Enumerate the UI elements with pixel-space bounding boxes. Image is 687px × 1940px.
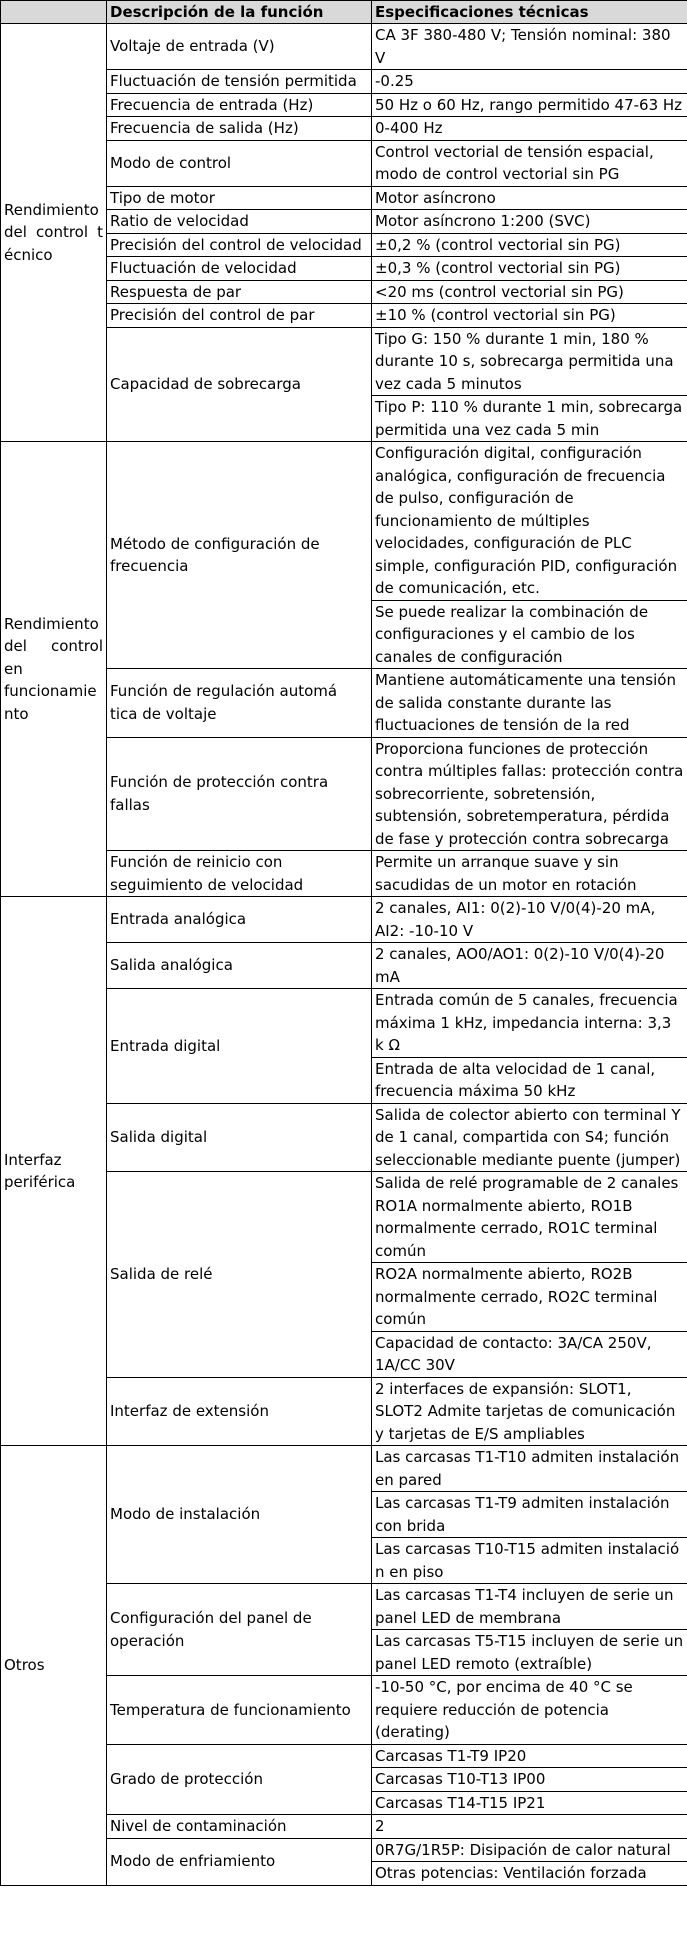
group-label: Rendimiento del control t écnico <box>1 24 107 442</box>
spec-value: Las carcasas T1-T9 admiten instalación con brida <box>372 1492 687 1538</box>
spec-value: Las carcasas T10-T15 admiten instalació n en piso <box>372 1538 687 1584</box>
spec-value: 0R7G/1R5P: Disipación de calor natural <box>372 1838 687 1862</box>
table-row <box>1 1446 687 1492</box>
spec-value: Salida de colector abierto con terminal Y de 1 canal, compartida con S4; función seleccionable mediante puente (jumper) <box>372 1103 687 1172</box>
function-name: Salida analógica <box>107 943 372 989</box>
table-row <box>1 442 687 601</box>
function-name: Salida de relé <box>107 1172 372 1378</box>
function-name: Grado de protección <box>107 1744 372 1815</box>
spec-value: 2 canales, AO0/AO1: 0(2)-10 V/0(4)-20 mA <box>372 943 687 989</box>
spec-value: Entrada común de 5 canales, frecuencia máxima 1 kHz, impedancia interna: 3,3 k Ω <box>372 989 687 1058</box>
group-label: Interfaz periférica <box>1 897 107 1446</box>
spec-value: 50 Hz o 60 Hz, rango permitido 47-63 Hz <box>372 93 687 117</box>
spec-value: ±0,2 % (control vectorial sin PG) <box>372 233 687 257</box>
spec-value: Carcasas T14-T15 IP21 <box>372 1791 687 1815</box>
function-name: Nivel de contaminación <box>107 1815 372 1839</box>
spec-value: Permite un arranque suave y sin sacudidas de un motor en rotación <box>372 851 687 897</box>
function-name: Entrada analógica <box>107 897 372 943</box>
spec-value: Configuración digital, configuración analógica, configuración de frecuencia de pulso, configuración de funcionamiento de múltiples velocidades, configuración de PLC simple, configuración PID, configuración de comunicación, etc. <box>372 442 687 601</box>
spec-value: Tipo G: 150 % durante 1 min, 180 % durante 10 s, sobrecarga permitida una vez cada 5 minutos <box>372 327 687 396</box>
spec-value: Capacidad de contacto: 3A/CA 250V, 1A/CC 30V <box>372 1331 687 1377</box>
function-name: Método de configuración de frecuencia <box>107 442 372 669</box>
spec-value: Se puede realizar la combinación de configuraciones y el cambio de los canales de configuración <box>372 600 687 669</box>
spec-value: Salida de relé programable de 2 canales RO1A normalmente abierto, RO1B normalmente cerrado, RO1C terminal común <box>372 1172 687 1263</box>
spec-value: Proporciona funciones de protección contra múltiples fallas: protección contra sobrecorriente, sobretensión, subtensión, sobretemperatura, pérdida de fase y protección contra sobrecarga <box>372 737 687 851</box>
group-label: Rendimiento del control en funcionamie nto <box>1 442 107 897</box>
spec-value: Carcasas T1-T9 IP20 <box>372 1744 687 1768</box>
group-label: Otros <box>1 1446 107 1886</box>
header-specs: Especificaciones técnicas <box>372 1 687 24</box>
spec-value: -10-50 °C, por encima de 40 °C se requiere reducción de potencia (derating) <box>372 1676 687 1745</box>
function-name: Interfaz de extensión <box>107 1377 372 1446</box>
spec-value: -0.25 <box>372 70 687 94</box>
function-name: Tipo de motor <box>107 186 372 210</box>
function-name: Función de protección contra fallas <box>107 737 372 851</box>
spec-value: Las carcasas T1-T10 admiten instalación en pared <box>372 1446 687 1492</box>
spec-value: ±0,3 % (control vectorial sin PG) <box>372 257 687 281</box>
function-name: Modo de enfriamiento <box>107 1838 372 1885</box>
spec-value: Las carcasas T1-T4 incluyen de serie un panel LED de membrana <box>372 1584 687 1630</box>
function-name: Configuración del panel de operación <box>107 1584 372 1676</box>
spec-value: Tipo P: 110 % durante 1 min, sobrecarga permitida una vez cada 5 min <box>372 396 687 442</box>
function-name: Voltaje de entrada (V) <box>107 24 372 70</box>
function-name: Precisión del control de velocidad <box>107 233 372 257</box>
spec-value: Las carcasas T5-T15 incluyen de serie un panel LED remoto (extraíble) <box>372 1630 687 1676</box>
spec-value: CA 3F 380-480 V; Tensión nominal: 380 V <box>372 24 687 70</box>
table-row <box>1 897 687 943</box>
function-name: Precisión del control de par <box>107 304 372 328</box>
spec-value: 2 <box>372 1815 687 1839</box>
spec-body <box>1 24 687 1886</box>
table-row <box>1 24 687 70</box>
header-row <box>1 1 687 24</box>
function-name: Salida digital <box>107 1103 372 1172</box>
function-name: Función de reinicio con seguimiento de velocidad <box>107 851 372 897</box>
spec-value: Motor asíncrono <box>372 186 687 210</box>
function-name: Capacidad de sobrecarga <box>107 327 372 442</box>
function-name: Frecuencia de entrada (Hz) <box>107 93 372 117</box>
function-name: Ratio de velocidad <box>107 210 372 234</box>
spec-value: Control vectorial de tensión espacial, modo de control vectorial sin PG <box>372 140 687 186</box>
function-name: Fluctuación de tensión permitida <box>107 70 372 94</box>
function-name: Temperatura de funcionamiento <box>107 1676 372 1745</box>
header-group <box>1 1 107 24</box>
spec-value: RO2A normalmente abierto, RO2B normalmente cerrado, RO2C terminal común <box>372 1263 687 1332</box>
spec-value: Entrada de alta velocidad de 1 canal, frecuencia máxima 50 kHz <box>372 1057 687 1103</box>
spec-value: Motor asíncrono 1:200 (SVC) <box>372 210 687 234</box>
spec-value: Mantiene automáticamente una tensión de salida constante durante las fluctuaciones de tensión de la red <box>372 669 687 738</box>
spec-value: 2 interfaces de expansión: SLOT1, SLOT2 Admite tarjetas de comunicación y tarjetas de E/S ampliables <box>372 1377 687 1446</box>
spec-value: 2 canales, AI1: 0(2)-10 V/0(4)-20 mA, AI2: -10-10 V <box>372 897 687 943</box>
spec-value: ±10 % (control vectorial sin PG) <box>372 304 687 328</box>
function-name: Respuesta de par <box>107 280 372 304</box>
function-name: Modo de instalación <box>107 1446 372 1584</box>
spec-value: Carcasas T10-T13 IP00 <box>372 1768 687 1792</box>
spec-value: 0-400 Hz <box>372 117 687 141</box>
function-name: Entrada digital <box>107 989 372 1104</box>
function-name: Fluctuación de velocidad <box>107 257 372 281</box>
spec-value: <20 ms (control vectorial sin PG) <box>372 280 687 304</box>
header-function: Descripción de la función <box>107 1 372 24</box>
function-name: Función de regulación automá tica de voltaje <box>107 669 372 738</box>
function-name: Modo de control <box>107 140 372 186</box>
function-name: Frecuencia de salida (Hz) <box>107 117 372 141</box>
spec-value: Otras potencias: Ventilación forzada <box>372 1862 687 1886</box>
